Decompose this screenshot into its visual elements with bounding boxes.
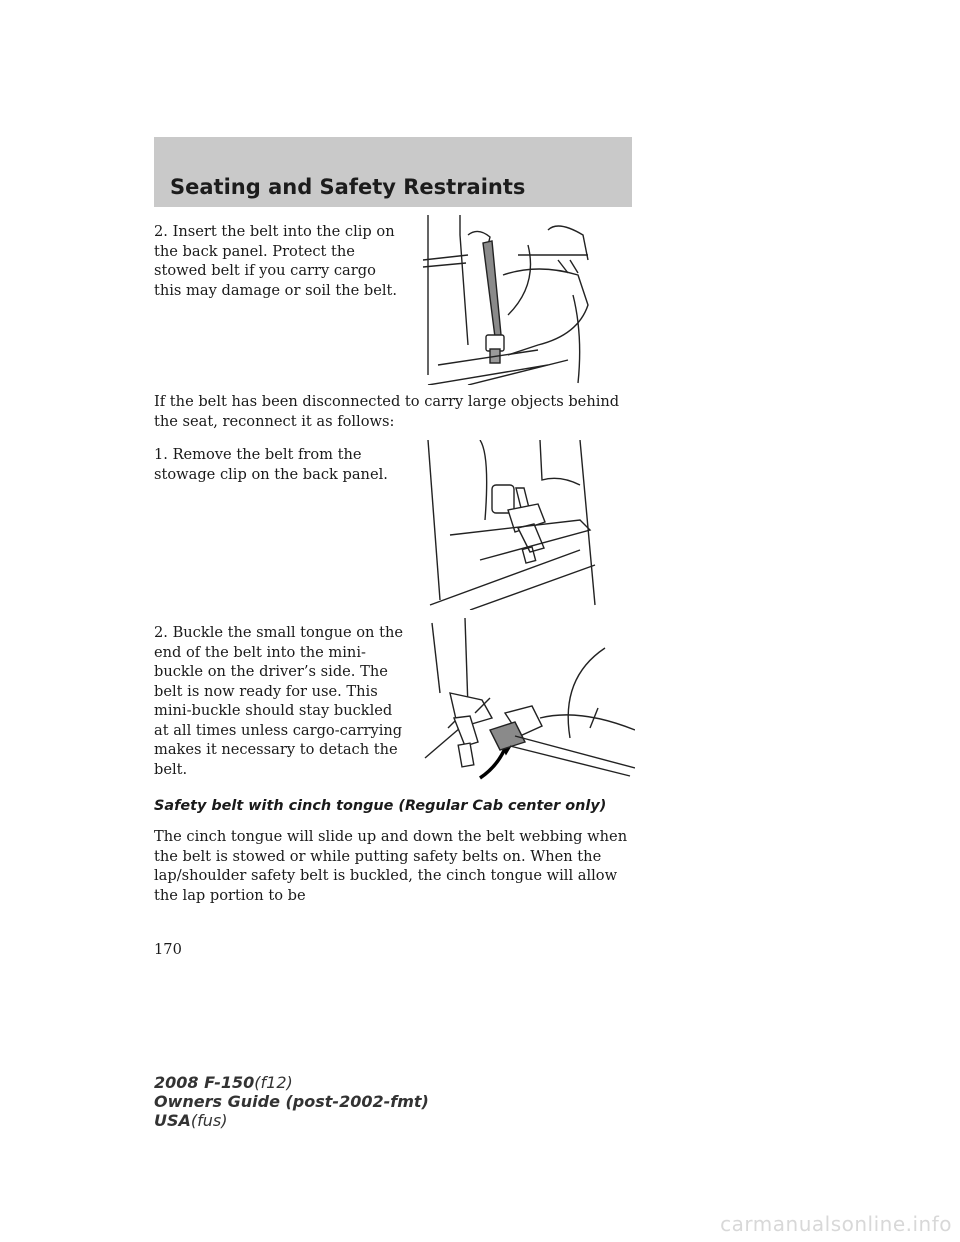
footer-guide: Owners Guide (post-2002-fmt) xyxy=(154,1092,429,1111)
cinch-tongue-body-text: The cinch tongue will slide up and down the belt webbing when the belt is stowed or while putting safety belts on. When the lap/shoulder safety belt is buckled, the cinch tongue will allow the lap portion to be xyxy=(154,828,628,904)
cinch-tongue-heading: Safety belt with cinch tongue (Regular Cab center only) xyxy=(154,798,607,814)
footer-model: 2008 F-150 xyxy=(154,1073,255,1092)
document-footer xyxy=(154,1073,429,1130)
reconnect-intro-text: If the belt has been disconnected to carry large objects behind the seat, reconnect it as follows: xyxy=(154,393,620,430)
section-header-band xyxy=(154,137,632,207)
buckle-tongue-illustration xyxy=(420,618,635,783)
step-buckle-tongue-text: 2. Buckle the small tongue on the end of the belt into the mini-buckle on the driver’s side. The belt is now ready for use. This mini-buckle should stay buckled at all times unless cargo-carrying makes it necessary to detach the belt. xyxy=(154,624,403,778)
watermark: carmanualsonline.info xyxy=(720,1212,952,1236)
footer-market-code: (fus) xyxy=(190,1111,228,1130)
page-number: 170 xyxy=(154,941,182,958)
stowed-belt-illustration xyxy=(408,215,608,385)
footer-market: USA xyxy=(154,1111,191,1130)
step-remove-clip-text: 1. Remove the belt from the stowage clip on the back panel. xyxy=(154,446,388,483)
section-title: Seating and Safety Restraints xyxy=(170,175,526,199)
step-insert-clip-text: 2. Insert the belt into the clip on the back panel. Protect the stowed belt if you carry cargo this may damage or soil the belt. xyxy=(154,223,398,299)
footer-model-code: (f12) xyxy=(254,1073,293,1092)
remove-belt-illustration xyxy=(420,440,610,610)
